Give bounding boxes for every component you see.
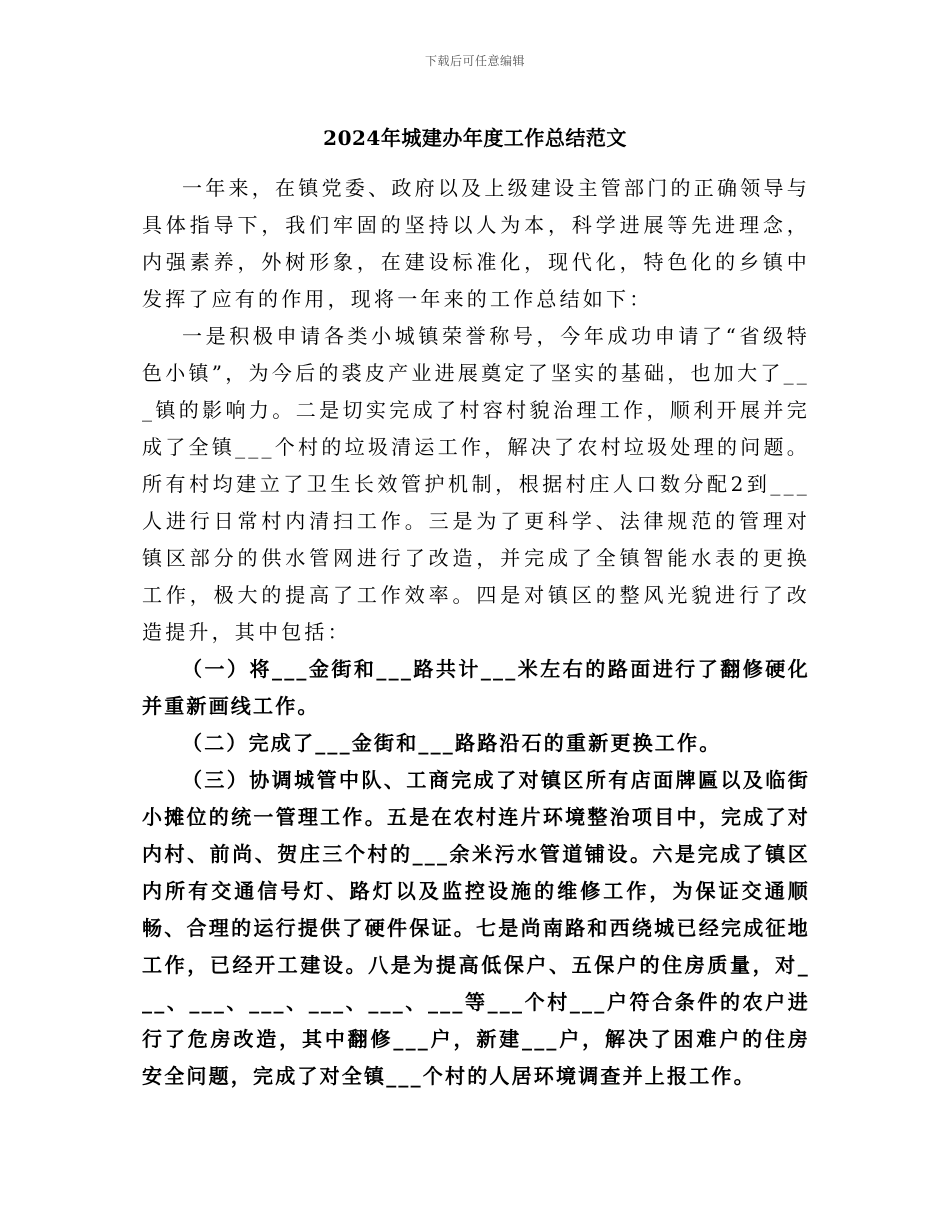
paragraph-intro: 一年来，在镇党委、政府以及上级建设主管部门的正确领导与具体指导下，我们牢固的坚持以人为本，科学进展等先进理念，内强素养，外树形象，在建设标准化，现代化，特色化的乡镇中发挥了应有的作用，现将一年来的工作总结如下：	[142, 176, 810, 311]
paragraph-work-items: 一是积极申请各类小城镇荣誉称号，今年成功申请了“省级特色小镇”，为今后的裘皮产业进展奠定了坚实的基础，也加大了___镇的影响力。二是切实完成了村容村貌治理工作，顺利开展并完成了全镇___个村的垃圾清运工作，解决了农村垃圾处理的问题。所有村均建立了卫生长效管护机制，根据村庄人口数分配2到___人进行日常村内清扫工作。三是为了更科学、法律规范的管理对镇区部分的供水管网进行了改造，并完成了全镇智能水表的更换工作，极大的提高了工作效率。四是对镇区的整风光貌进行了改造提升，其中包括：	[142, 324, 810, 644]
paragraph-item-3: （三）协调城管中队、工商完成了对镇区所有店面牌匾以及临街小摊位的统一管理工作。五是在农村连片环境整治项目中，完成了对内村、前尚、贺庄三个村的___余米污水管道铺设。六是完成了镇区内所有交通信号灯、路灯以及监控设施的维修工作，为保证交通顺畅、合理的运行提供了硬件保证。七是尚南路和西绕城已经完成征地工作，已经开工建设。八是为提高低保户、五保户的住房质量，对___、___、___、___、___、___等___个村___户符合条件的农户进行了危房改造，其中翻修___户，新建___户，解决了困难户的住房安全问题，完成了对全镇___个村的人居环境调查并上报工作。	[142, 768, 810, 1088]
paragraph-item-2: （二）完成了___金街和___路路沿石的重新更换工作。	[182, 731, 722, 755]
page-header: 下载后可任意编辑	[424, 54, 525, 68]
document-title: 2024年城建办年度工作总结范文	[323, 126, 627, 150]
document-body	[142, 170, 810, 1095]
paragraph-item-1: （一）将___金街和___路共计___米左右的路面进行了翻修硬化并重新画线工作。	[142, 657, 810, 718]
